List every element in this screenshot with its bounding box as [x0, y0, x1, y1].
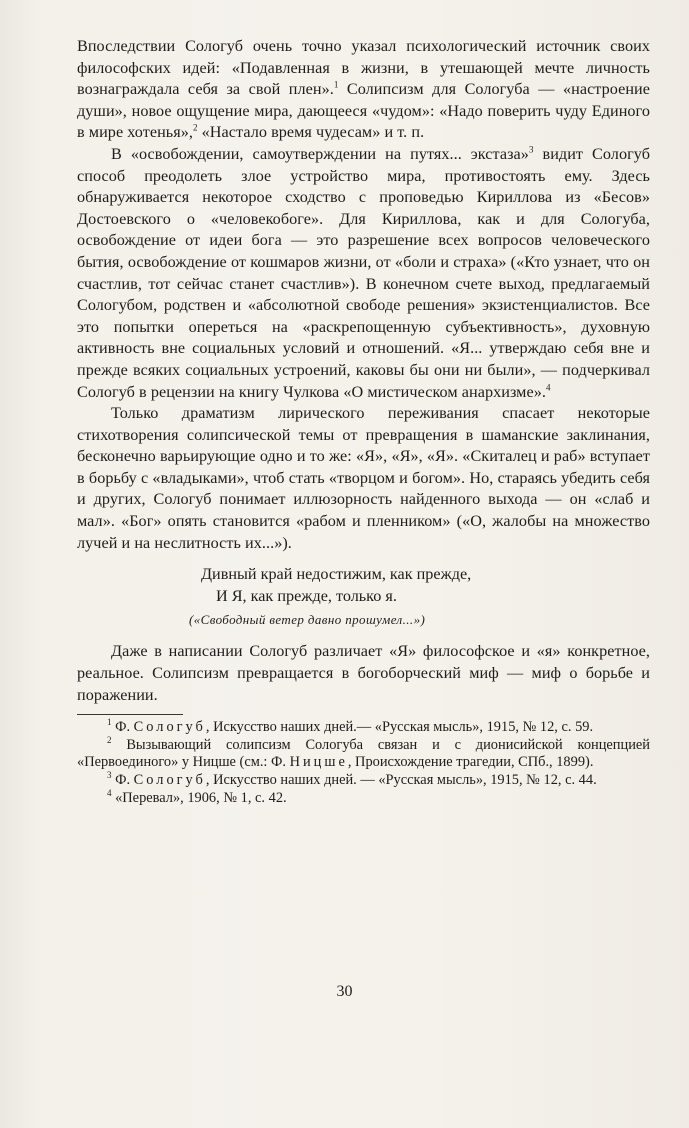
text-run: видит Сологуб способ преодолеть злое устройство мира, противостоять ему. Здесь обнаруживается некоторое сходство с проповедью Кириллова из «Бесов» Достоевского о «человекобоге». Для Кириллова, как и для Сологуба, освобождение от идеи бога — это разрешение всех вопросов человеческого бытия, освобождение от кошмаров жизни, от «боли и страха» («Кто узнает, что он счастлив, тот сейчас станет счастлив»). В конечном счете выход, предлагаемый Сологубом, родствен и «абсолютной свободе решения» экзистенциалистов. Все это попытки опереться на «раскрепощенную субъективность», духовную активность вне социальных условий и отношений. «Я... утверждаю себя вне и прежде всяких социальных устроений, каковы бы они ни были», — подчеркивал Сологуб в рецензии на книгу Чулкова «О мистическом анархизме». [77, 144, 650, 401]
poem-line-2: И Я, как прежде, только я. [216, 586, 397, 605]
author-name: Сологуб [133, 719, 206, 736]
footnote-number: 2 [107, 735, 112, 746]
poem-quote [201, 564, 650, 607]
footnotes-block [77, 719, 650, 807]
main-text-block [77, 36, 650, 807]
body-paragraphs [77, 36, 650, 554]
footnote-ref: 4 [545, 382, 551, 393]
footnote-divider [77, 714, 183, 715]
footnote-ref: 3 [528, 144, 534, 155]
text-run: В «освобождении, самоутверждении на путях... экстаза» [111, 144, 529, 163]
closing-paragraph [77, 641, 650, 706]
text-run: Ф. [111, 772, 134, 788]
text-run: Впоследствии Сологуб очень точно указал психологический источник своих философских идей: «Подавленная в жизни, в утешающей мечте личность вознаграждала себя за свой плен». [77, 37, 650, 99]
text-run: , Происхождение трагедии, СПб., 1899). [347, 754, 594, 771]
poem-source: («Свободный ветер давно прошумел...») [189, 612, 426, 628]
text-run: , Искусство наших дней. — «Русская мысль», 1915, № 12, с. 44. [205, 772, 597, 788]
footnote-4 [77, 787, 650, 808]
paragraph-p3 [77, 403, 650, 554]
paragraph-p2 [77, 144, 650, 403]
page-number: 30 [336, 983, 353, 1000]
footnote-1 [77, 719, 650, 737]
author-name: Сологуб [133, 772, 206, 788]
paragraph-p1 [77, 36, 650, 144]
author-name: Ницше [289, 754, 348, 771]
text-run: Вызывающий солипсизм Сологуба связан и с дионисийской концепцией «Первоединого» у Ницше (см.: Ф. [77, 736, 650, 771]
poem-line-1: Дивный край недостижим, как прежде, [201, 565, 472, 584]
paragraph-p4 [77, 641, 650, 706]
text-run: «Настало время чудесам» и т. п. [197, 123, 425, 142]
footnote-ref: 1 [333, 79, 339, 90]
footnote-ref: 2 [192, 122, 198, 133]
footnote-2 [77, 737, 650, 772]
footnote-number: 3 [107, 770, 112, 781]
footnote-3 [77, 772, 650, 790]
text-run: «Перевал», 1906, № 1, с. 42. [111, 789, 287, 806]
text-run: Только драматизм лирического переживания спасает некоторые стихотворения солипсической темы от превращения в шаманские заклинания, бесконечно варьирующие одно и то же: «Я», «Я», «Я». «Скиталец и раб» вступает в борьбу с «владыками», чтоб стать «творцом и богом». Но, стараясь убедить себя и других, Сологуб понимает иллюзорность найденного выхода — он «слаб и мал». «Бог» опять становится «рабом и пленником» («О, жалобы на множество лучей и на неслитность их...»). [77, 404, 650, 552]
footnote-number: 4 [107, 787, 112, 798]
text-run: , Искусство наших дней.— «Русская мысль», 1915, № 12, с. 59. [205, 719, 594, 736]
text-run: Солипсизм для Сологуба — «настроение души», новое ощущение мира, дающееся «чудом»: «Надо поверить чуду Единого в мире хотенья», [77, 80, 651, 142]
text-run: Даже в написании Сологуб различает «Я» философское и «я» конкретное, реальное. Солипсизм превращается в богоборческий миф — миф о борьбе и поражении. [77, 642, 650, 704]
text-run: Ф. [111, 719, 134, 736]
footnote-number: 1 [107, 717, 112, 728]
